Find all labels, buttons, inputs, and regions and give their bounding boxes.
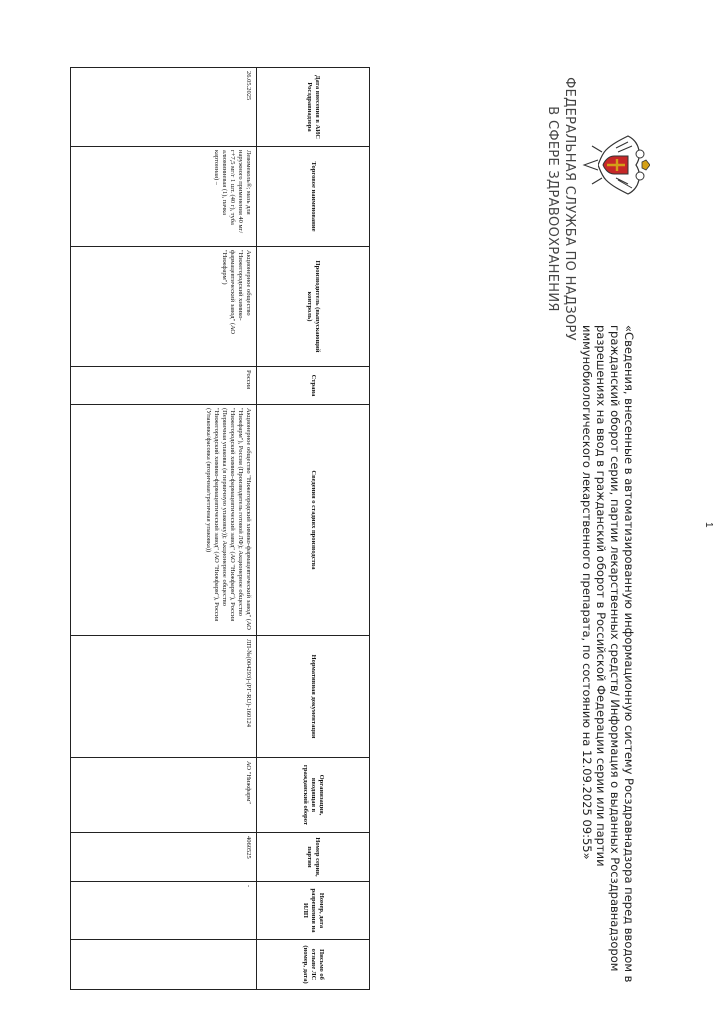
table-row (71, 68, 257, 990)
header-organization: Организация, вводящая в гражданский оборот (257, 758, 370, 833)
cell-date: 26.05.2025 (71, 68, 257, 147)
cell-normative-doc: ЛП-№(004293)-(РГ-RU)-160124 (71, 636, 257, 758)
cell-manufacturer: Акционерное общество "Нижегородский химико-фармацевтический завод" (АО "Нижфарм") (71, 247, 257, 367)
header-manufacturer: Производитель (выпускающий контроль) (257, 247, 370, 367)
header-date: Дата внесения в АИС Росздравнадзора (257, 68, 370, 147)
header-recall: Письмо об отзыве ЛС (номер, дата) (257, 940, 370, 990)
cell-permit: - (71, 882, 257, 940)
agency-name-line-1: ФЕДЕРАЛЬНАЯ СЛУЖБА ПО НАДЗОРУ (562, 77, 577, 341)
agency-name-line-2: В СФЕРЕ ЗДРАВООХРАНЕНИЯ (545, 106, 560, 312)
header-stages: Сведения о стадиях производства (257, 405, 370, 636)
cell-organization: АО "Нижфарм" (71, 758, 257, 833)
cell-trade-name: Левомеколь®; мазь для наружного применения 40 мг/г+7,5 мг/г 1 шт. (40 г), туба алюминиевая (1), пачка картонная) – (71, 147, 257, 247)
cell-stages: Акционерное общество "Нижегородский химико-фармацевтический завод" (АО "Нижфарм"), Россия (Производитель готовой ЛФ); Акционерное общество "Нижегородский химико-фармацевтический завод" (АО "Нижфарм"), Россия (Первичная упаковка (в первичную упаковку)); Акционерное общество "Нижегородский химико-фармацевтический завод" (АО "Нижфарм"), Россия (Упаковка/фасовка (вторичная/третичная упаковка)) (71, 405, 257, 636)
header-country: Страна (257, 367, 370, 405)
page-number: 1 (703, 522, 714, 528)
table-header-row (257, 68, 370, 990)
agency-name (544, 64, 578, 354)
header-permit: Номер, дата разрешения на ИЛП (257, 882, 370, 940)
cell-recall (71, 940, 257, 990)
cell-batch: 4060525 (71, 833, 257, 882)
cell-country: Россия (71, 367, 257, 405)
header-batch: Номер серии, партии (257, 833, 370, 882)
header-normative-doc: Нормативная документация (257, 636, 370, 758)
double-headed-eagle-emblem-icon (580, 130, 650, 200)
records-table (70, 67, 370, 990)
document-headline: «Сведения, внесенные в автоматизированную информационную систему Росздравнадзора перед вводом в гражданский оборот серии, партии лекарственных средств/ Информация о выданных Росздравнадзором разрешениях на ввод в гражданский оборот в Российской Федерации серии или партии иммунобиологического лекарственного препарата, по состоянию на 12.09.2025 09:55» (580, 325, 636, 983)
header-trade-name: Торговое наименование (257, 147, 370, 247)
